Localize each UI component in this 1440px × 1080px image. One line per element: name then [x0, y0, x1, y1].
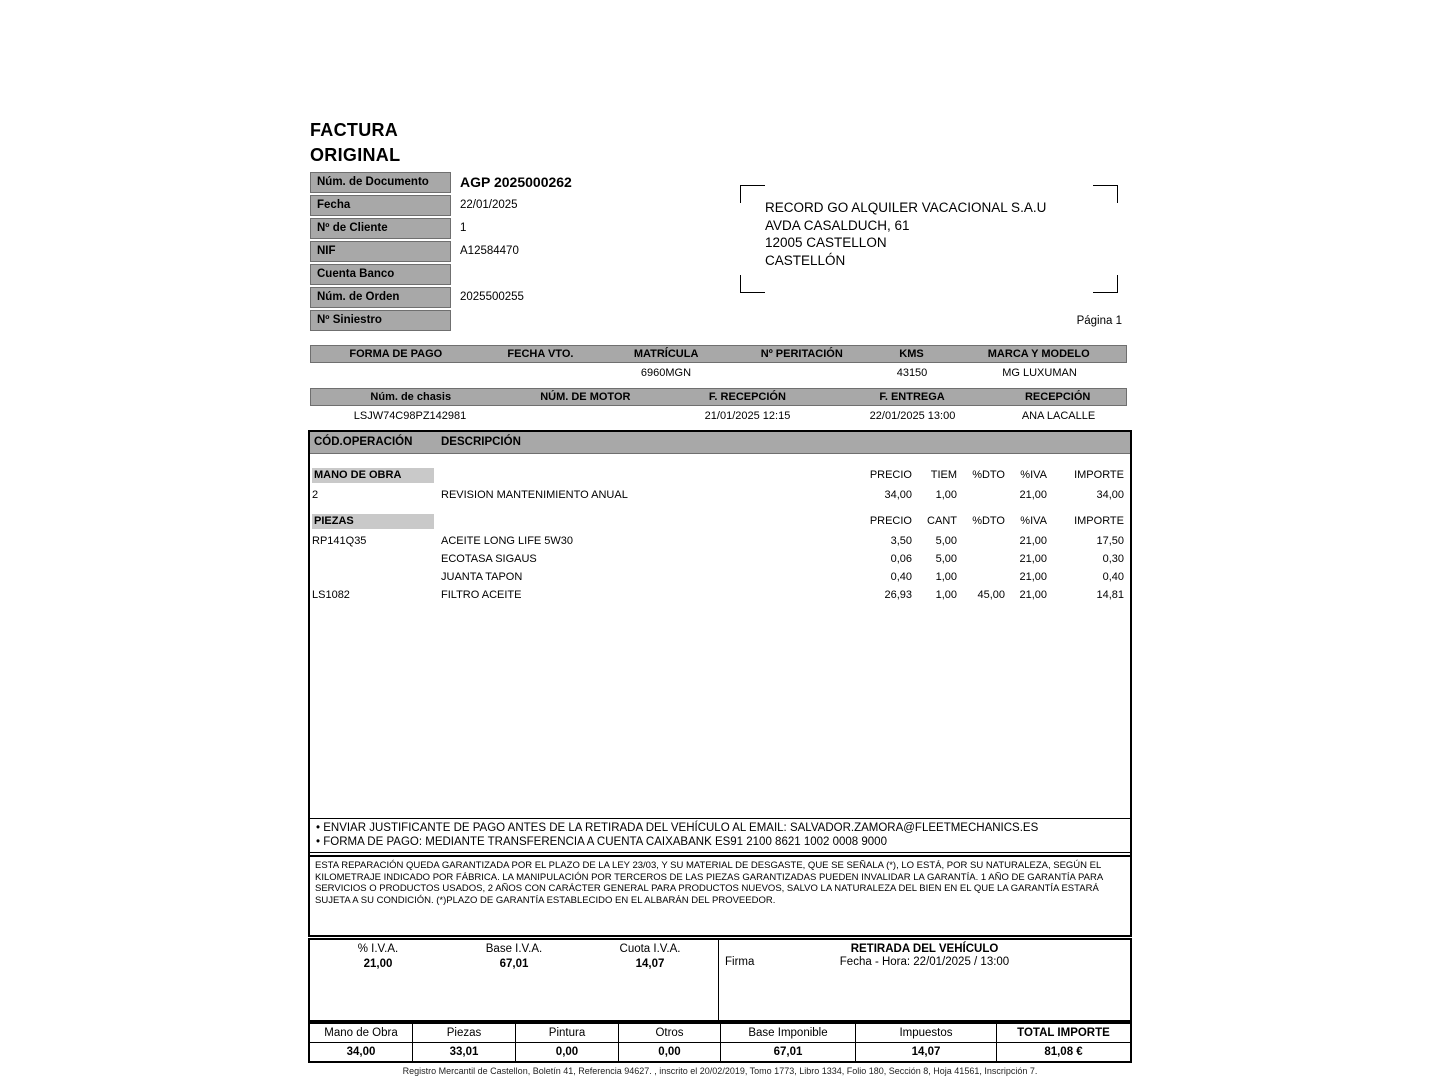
col-importe: IMPORTE: [1074, 469, 1124, 481]
corner-mark-icon: [1093, 185, 1118, 203]
client-number: 1: [460, 222, 467, 234]
total-importe: 81,08 €: [1044, 1046, 1083, 1058]
marca-modelo-value: MG LUXUMAN: [1002, 367, 1077, 379]
col-iva: %IVA: [1020, 469, 1047, 481]
signature-label: Firma: [725, 956, 755, 968]
col-precio: PRECIO: [869, 515, 912, 527]
vehicle-table2-header: [310, 388, 1127, 406]
vehicle-info-table-2: [310, 388, 1127, 426]
vehicle-table1-header: [310, 345, 1127, 363]
item-description: JUANTA TAPON: [441, 571, 523, 583]
info-row-num-documento: [310, 172, 740, 195]
customer-address-lines: [765, 199, 1046, 269]
fecha-vto-value: [480, 367, 600, 383]
document-title: [310, 118, 400, 168]
item-iva: 21,00: [1019, 553, 1047, 565]
col-mano-de-obra: Mano de Obra: [310, 1024, 413, 1042]
totals-values-row: [310, 1043, 1130, 1061]
section-mano-de-obra: [310, 469, 1130, 485]
col-matricula: MATRÍCULA: [633, 348, 699, 360]
vehicle-info-table-1: [310, 345, 1127, 383]
line-items-box: [308, 430, 1132, 937]
info-row-num-orden: [310, 287, 740, 310]
items-empty-space: [310, 606, 1130, 818]
customer-address-block: [740, 185, 1118, 293]
customer-province: CASTELLÓN: [765, 252, 846, 268]
info-label: Núm. de Documento: [310, 172, 451, 193]
iva-summary: [310, 940, 719, 1020]
vehicle-pickup-section: [719, 940, 1130, 1020]
document-number: AGP 2025000262: [460, 174, 572, 190]
page-number: Página 1: [1076, 315, 1122, 327]
totals-header-row: [310, 1024, 1130, 1043]
vehicle-table1-values: [310, 367, 1127, 383]
col-fecha-vto: FECHA VTO.: [507, 348, 574, 360]
info-label: Cuenta Banco: [310, 264, 451, 285]
iva-header: Base I.V.A.: [485, 943, 543, 955]
item-dto: 45,00: [977, 589, 1005, 601]
customer-city: 12005 CASTELLON: [765, 235, 887, 250]
item-importe: 0,40: [1102, 571, 1124, 583]
line-items-header: [310, 432, 1130, 454]
col-dto: %DTO: [972, 469, 1005, 481]
item-iva: 21,00: [1019, 489, 1047, 501]
item-iva: 21,00: [1019, 535, 1047, 547]
col-cant: CANT: [927, 515, 957, 527]
info-row-cuenta-banco: [310, 264, 740, 287]
payment-note-transfer: • FORMA DE PAGO: MEDIANTE TRANSFERENCIA A CUENTA CAIXABANK ES91 2100 8621 1002 0008 9000: [316, 835, 887, 848]
item-precio: 3,50: [890, 535, 912, 547]
col-impuestos: Impuestos: [856, 1024, 997, 1042]
doc-copy-label: ORIGINAL: [310, 145, 401, 165]
col-recepcion: RECEPCIÓN: [1024, 391, 1091, 403]
corner-mark-icon: [740, 275, 765, 293]
col-f-entrega: F. ENTREGA: [879, 391, 945, 403]
payment-note-email: • ENVIAR JUSTIFICANTE DE PAGO ANTES DE LA RETIRADA DEL VEHÍCULO AL EMAIL: SALVADOR.ZAMORA@FLEETMECHANICS.ES: [316, 822, 1039, 834]
item-precio: 0,40: [890, 571, 912, 583]
mercantile-registry-footer: Registro Mercantil de Castellon, Boletín 41, Referencia 94627. , inscrito el 20/02/2019, Tomo 1773, Libro 1334, Folio 180, Sección 8, Hoja 41561, Inscripción 7.: [402, 1066, 1038, 1076]
f-recepcion-value: 21/01/2025 12:15: [704, 410, 791, 422]
iva-percent-value: 21,00: [363, 958, 393, 970]
col-marca-modelo: MARCA Y MODELO: [987, 348, 1090, 360]
col-total-importe: TOTAL IMPORTE: [1017, 1027, 1110, 1039]
section-label: PIEZAS: [312, 514, 434, 529]
col-motor: NÚM. DE MOTOR: [540, 391, 631, 403]
item-precio: 34,00: [884, 489, 912, 501]
item-qty: 1,00: [935, 571, 957, 583]
col-tiem: TIEM: [930, 469, 957, 481]
payment-notes: [310, 818, 1130, 853]
total-pintura: 0,00: [516, 1043, 619, 1061]
iva-col-percent: [310, 943, 446, 1020]
item-precio: 26,93: [884, 589, 912, 601]
doc-type-label: FACTURA: [310, 120, 399, 140]
col-iva: %IVA: [1020, 515, 1047, 527]
warranty-disclaimer: ESTA REPARACIÓN QUEDA GARANTIZADA POR EL PLAZO DE LA LEY 23/03, Y SU MATERIAL DE DESGASTE, QUE SE SEÑALA (*), LO ESTÁ, POR SU NATURALEZA, SEGÚN EL KILOMETRAJE INDICADO POR FÁBRICA. LA MANIPULACIÓN POR TERCEROS DE LAS PIEZAS GARANTIZADAS PUEDEN INVALIDAR LA GARANTÍA. 1 AÑO DE GARANTÍA PARA SERVICIOS O PRODUCTOS USADOS, 2 AÑOS CON CARÁCTER GENERAL PARA PRODUCTOS NUEVOS, SALVO LA NATURALEZA DEL BIEN EN EL QUE LA GARANTÍA ESTARÁ SUJETA A SU CONDICIÓN. (*)PLAZO DE GARANTÍA ESTABLECIDO EN EL ALBARÁN DEL PROVEEDOR.: [310, 855, 1130, 935]
total-mano-de-obra: 34,00: [310, 1043, 413, 1061]
item-iva: 21,00: [1019, 571, 1047, 583]
matricula-value: 6960MGN: [640, 367, 692, 379]
item-row: [310, 589, 1130, 606]
item-importe: 14,81: [1096, 589, 1124, 601]
total-impuestos: 14,07: [856, 1043, 997, 1061]
section-piezas: [310, 515, 1130, 531]
col-cod-operacion: CÓD.OPERACIÓN: [314, 436, 413, 448]
info-label: Fecha: [310, 195, 451, 216]
info-label: Nº de Cliente: [310, 218, 451, 239]
info-row-fecha: [310, 195, 740, 218]
item-row: [310, 553, 1130, 570]
item-importe: 17,50: [1096, 535, 1124, 547]
corner-mark-icon: [740, 185, 765, 203]
col-chasis: Núm. de chasis: [370, 391, 452, 403]
chasis-value: LSJW74C98PZ142981: [353, 410, 467, 422]
col-pintura: Pintura: [516, 1024, 619, 1042]
item-description: FILTRO ACEITE: [441, 589, 522, 601]
item-row: [310, 489, 1130, 506]
item-qty: 5,00: [935, 553, 957, 565]
nif-value: A12584470: [460, 245, 519, 257]
item-description: REVISION MANTENIMIENTO ANUAL: [441, 489, 628, 501]
iva-col-base: [446, 943, 582, 1020]
item-qty: 1,00: [935, 589, 957, 601]
item-code: LS1082: [312, 589, 350, 601]
info-label: Núm. de Orden: [310, 287, 451, 308]
total-piezas: 33,01: [413, 1043, 516, 1061]
item-row: [310, 535, 1130, 552]
pickup-datetime: Fecha - Hora: 22/01/2025 / 13:00: [839, 956, 1010, 968]
iva-base-value: 67,01: [499, 958, 529, 970]
forma-de-pago-value: [310, 367, 480, 383]
info-row-cliente: [310, 218, 740, 241]
peritacion-value: [732, 367, 872, 383]
info-row-siniestro: [310, 310, 740, 333]
item-qty: 1,00: [935, 489, 957, 501]
iva-col-cuota: [582, 943, 718, 1020]
item-importe: 34,00: [1096, 489, 1124, 501]
item-iva: 21,00: [1019, 589, 1047, 601]
document-info-table: [310, 172, 740, 333]
info-row-nif: [310, 241, 740, 264]
item-qty: 5,00: [935, 535, 957, 547]
col-piezas: Piezas: [413, 1024, 516, 1042]
total-base-imponible: 67,01: [721, 1043, 856, 1061]
item-description: ECOTASA SIGAUS: [441, 553, 537, 565]
totals-table: [308, 1022, 1132, 1063]
f-entrega-value: 22/01/2025 13:00: [869, 410, 956, 422]
col-otros: Otros: [619, 1024, 721, 1042]
item-description: ACEITE LONG LIFE 5W30: [441, 535, 574, 547]
item-precio: 0,06: [890, 553, 912, 565]
iva-header: Cuota I.V.A.: [619, 943, 681, 955]
col-f-recepcion: F. RECEPCIÓN: [708, 391, 786, 403]
iva-summary-box: [308, 938, 1132, 1022]
col-peritacion: Nº PERITACIÓN: [760, 348, 843, 360]
item-code: 2: [312, 489, 319, 501]
vehicle-table2-values: [310, 410, 1127, 426]
col-importe: IMPORTE: [1074, 515, 1124, 527]
total-otros: 0,00: [619, 1043, 721, 1061]
order-number: 2025500255: [460, 291, 524, 303]
pickup-title: RETIRADA DEL VEHÍCULO: [850, 943, 999, 955]
col-descripcion: DESCRIPCIÓN: [441, 436, 521, 448]
corner-mark-icon: [1093, 275, 1118, 293]
section-label: MANO DE OBRA: [312, 468, 434, 483]
col-base-imponible: Base Imponible: [721, 1024, 856, 1042]
col-kms: KMS: [899, 348, 924, 360]
invoice-date: 22/01/2025: [460, 199, 518, 211]
iva-header: % I.V.A.: [357, 943, 399, 955]
info-label: NIF: [310, 241, 451, 262]
item-importe: 0,30: [1102, 553, 1124, 565]
info-label: Nº Siniestro: [310, 310, 451, 331]
item-row: [310, 571, 1130, 588]
customer-street: AVDA CASALDUCH, 61: [765, 217, 910, 233]
item-code: RP141Q35: [312, 535, 367, 547]
kms-value: 43150: [896, 367, 928, 379]
pickup-detail-line: [719, 956, 1130, 971]
col-precio: PRECIO: [869, 469, 912, 481]
col-forma-de-pago: FORMA DE PAGO: [349, 348, 443, 360]
iva-cuota-value: 14,07: [635, 958, 665, 970]
motor-value: [510, 410, 660, 426]
col-dto: %DTO: [972, 515, 1005, 527]
customer-name: RECORD GO ALQUILER VACACIONAL S.A.U: [765, 200, 1047, 215]
recepcion-value: ANA LACALLE: [1021, 410, 1096, 422]
